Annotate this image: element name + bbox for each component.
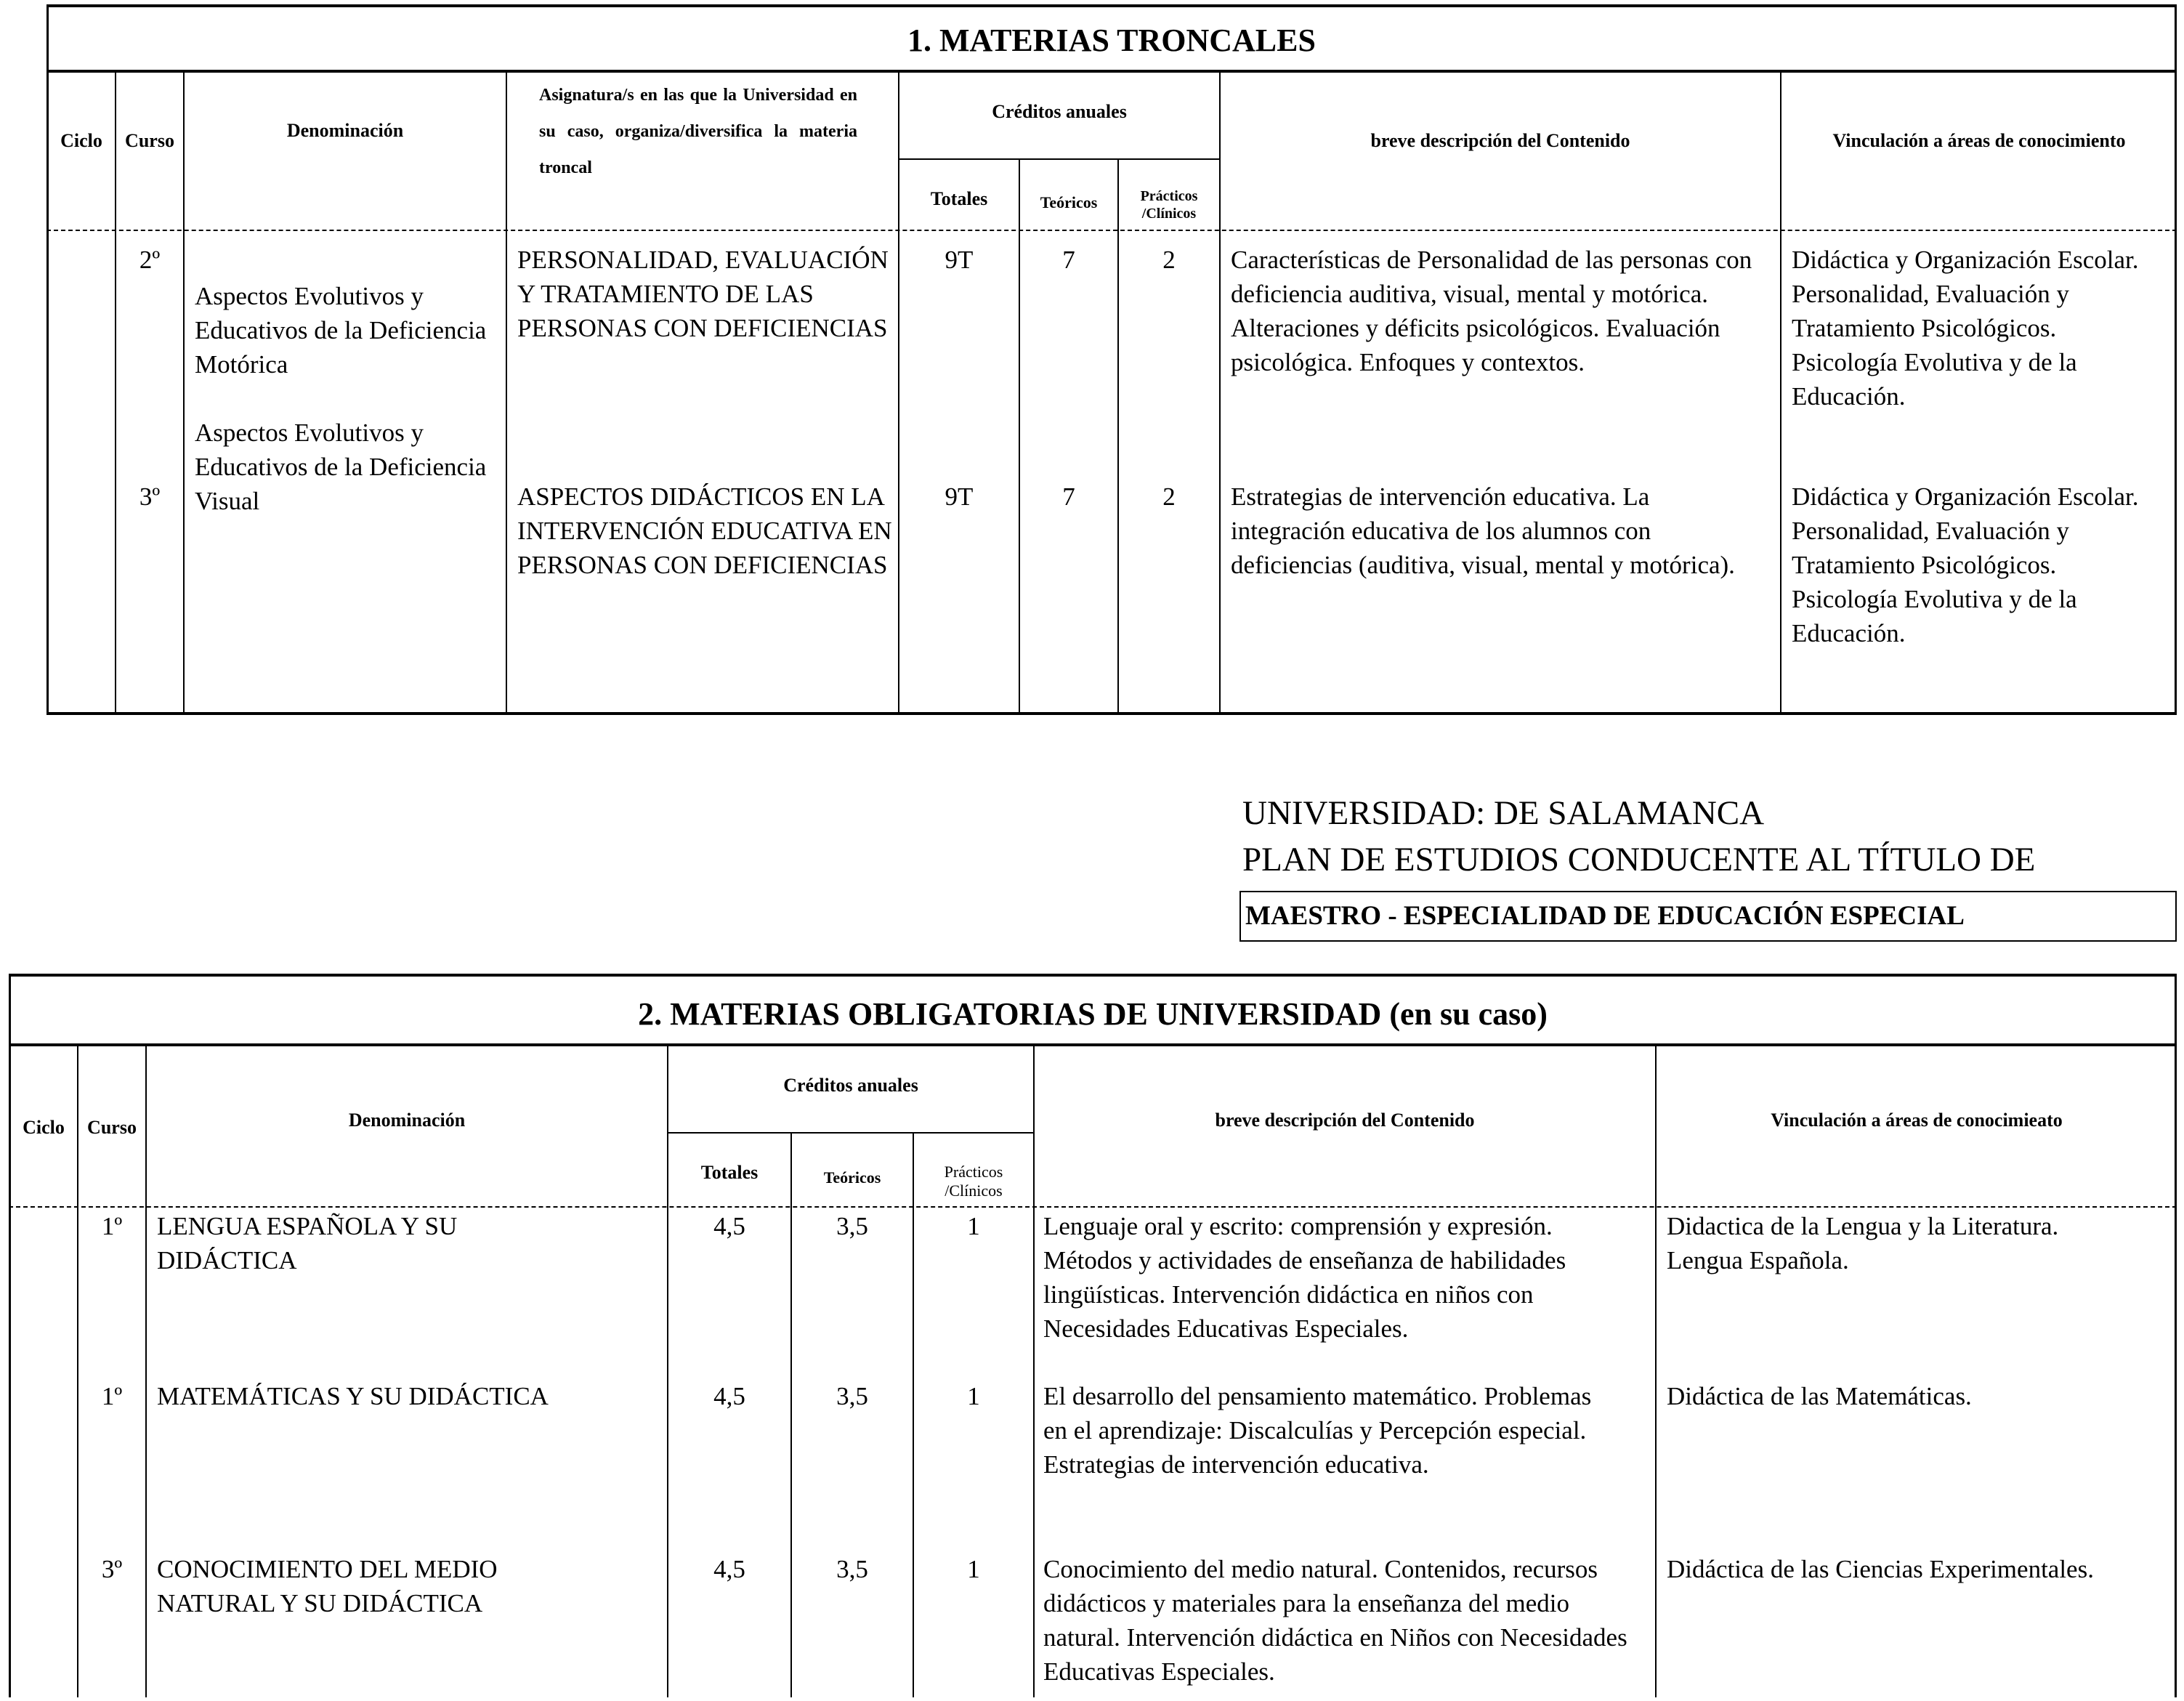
ob-row3-vinculacion: Didáctica de las Ciencias Experimentales.	[1667, 1555, 2094, 1583]
ob-col-line-cont	[1655, 1045, 1657, 1697]
ob-row2-denominacion: MATEMÁTICAS Y SU DIDÁCTICA	[157, 1382, 549, 1410]
ob-header-teoricos: Teóricos	[823, 1168, 881, 1187]
header-curso: Curso	[125, 130, 174, 151]
troncales-row1-totales: 9T	[945, 246, 974, 274]
obligatorias-title-rule	[9, 1043, 2177, 1046]
header-vinculacion: Vinculación a áreas de conocimiento	[1832, 130, 2126, 151]
header-denominacion: Denominación	[286, 120, 404, 141]
header-practicos: Prácticos /Clínicos	[1140, 188, 1198, 222]
ob-row1-teoricos: 3,5	[836, 1212, 868, 1240]
ob-header-curso: Curso	[87, 1117, 137, 1138]
col-line-cont	[1780, 71, 1781, 712]
ob-row2-teoricos: 3,5	[836, 1382, 868, 1410]
creditos-subrule	[898, 158, 1219, 160]
ob-row2-practicos: 1	[967, 1382, 980, 1410]
ob-header-ciclo: Ciclo	[23, 1117, 65, 1138]
troncales-row2-practicos: 2	[1162, 482, 1176, 511]
ob-row1-totales: 4,5	[713, 1212, 745, 1240]
plan-line: PLAN DE ESTUDIOS CONDUCENTE AL TÍTULO DE	[1242, 841, 2036, 878]
col-line-ciclo	[115, 71, 116, 712]
troncales-row1-teoricos: 7	[1062, 246, 1075, 274]
ob-creditos-subrule	[667, 1132, 1033, 1134]
ob-row1-vinculacion: Didactica de la Lengua y la Literatura. Lengua Española.	[1667, 1212, 2059, 1274]
troncales-row1-asignatura: PERSONALIDAD, EVALUACIÓN Y TRATAMIENTO DE LAS PERSONAS CON DEFICIENCIAS	[517, 246, 889, 342]
col-line-asig	[898, 71, 899, 712]
ob-row3-contenido: Conocimiento del medio natural. Contenidos, recursos didácticos y materiales para la enseñanza del medio natural. Intervención didáctica en Niños con Necesidades Educativas Especiales.	[1043, 1555, 1627, 1686]
obligatorias-top-border	[9, 974, 2177, 977]
ob-row2-curso: 1º	[101, 1382, 123, 1410]
ob-row3-totales: 4,5	[713, 1555, 745, 1583]
header-ciclo: Ciclo	[60, 130, 102, 151]
troncales-row1-contenido: Características de Personalidad de las personas con deficiencia auditiva, visual, mental y motórica. Alteraciones y déficits psicológicos. Evaluación psicológica. Enfoques y contextos.	[1231, 246, 1752, 376]
ob-col-line-curso	[145, 1045, 147, 1697]
troncales-denominacion: Aspectos Evolutivos y Educativos de la Deficiencia Motórica Aspectos Evolutivos y Educativos de la Deficiencia Visual	[195, 282, 487, 515]
ob-row1-denominacion: LENGUA ESPAÑOLA Y SU DIDÁCTICA	[157, 1212, 458, 1274]
ob-row1-contenido: Lenguaje oral y escrito: comprensión y expresión. Métodos y actividades de enseñanza de habilidades lingüísticas. Intervención didáctica en niños con Necesidades Educativas Especiales.	[1043, 1212, 1566, 1343]
ob-header-practicos: Prácticos /Clínicos	[944, 1163, 1003, 1200]
ob-row3-denominacion: CONOCIMIENTO DEL MEDIO NATURAL Y SU DIDÁCTICA	[157, 1555, 498, 1617]
troncales-header-rule	[46, 230, 2177, 231]
col-line-denom	[506, 71, 507, 712]
troncales-title: 1. MATERIAS TRONCALES	[907, 23, 1316, 58]
troncales-row2-vinculacion: Didáctica y Organización Escolar. Personalidad, Evaluación y Tratamiento Psicológicos. Psicología Evolutiva y de la Educación.	[1792, 482, 2139, 647]
degree-title-box: MAESTRO - ESPECIALIDAD DE EDUCACIÓN ESPECIAL	[1239, 891, 2177, 942]
ob-header-contenido: breve descripción del Contenido	[1215, 1110, 1475, 1131]
university-line: UNIVERSIDAD: DE SALAMANCA	[1242, 794, 1765, 832]
ob-row1-practicos: 1	[967, 1212, 980, 1240]
troncales-row2-curso: 3º	[139, 482, 161, 511]
troncales-row2-contenido: Estrategias de intervención educativa. La integración educativa de los alumnos con deficiencias (auditiva, visual, mental y motórica).	[1231, 482, 1735, 579]
ob-row3-teoricos: 3,5	[836, 1555, 868, 1583]
ob-header-creditos: Créditos anuales	[783, 1075, 918, 1096]
troncales-row2-asignatura: ASPECTOS DIDÁCTICOS EN LA INTERVENCIÓN EDUCATIVA EN PERSONAS CON DEFICIENCIAS	[517, 482, 892, 579]
col-line-tot	[1019, 158, 1020, 712]
ob-col-line-ciclo	[77, 1045, 78, 1697]
header-contenido: breve descripción del Contenido	[1370, 130, 1630, 151]
col-line-prac	[1219, 71, 1221, 712]
header-teoricos: Teóricos	[1040, 193, 1098, 211]
troncales-row1-curso: 2º	[139, 246, 161, 274]
troncales-title-rule	[46, 70, 2177, 73]
ob-header-totales: Totales	[700, 1162, 759, 1183]
ob-col-line-denom	[667, 1045, 668, 1697]
header-totales: Totales	[930, 188, 988, 209]
col-line-teo	[1117, 158, 1119, 712]
header-creditos: Créditos anuales	[992, 101, 1127, 122]
troncales-row2-totales: 9T	[945, 482, 974, 511]
header-asignatura: Asignatura/s en las que la Universidad en su caso, organiza/diversifica la materia troncal	[539, 86, 857, 177]
obligatorias-title: 2. MATERIAS OBLIGATORIAS DE UNIVERSIDAD (en su caso)	[638, 996, 1548, 1032]
ob-row3-curso: 3º	[101, 1555, 123, 1583]
ob-header-denominacion: Denominación	[348, 1110, 466, 1131]
ob-row2-contenido: El desarrollo del pensamiento matemático. Problemas en el aprendizaje: Discalculías y Percepción especial. Estrategias de intervención educativa.	[1043, 1382, 1592, 1479]
troncales-row1-practicos: 2	[1162, 246, 1176, 274]
ob-header-vinculacion: Vinculación a áreas de conocimieato	[1771, 1110, 2063, 1131]
troncales-row2-teoricos: 7	[1062, 482, 1075, 511]
troncales-row1-vinculacion: Didáctica y Organización Escolar. Personalidad, Evaluación y Tratamiento Psicológicos. Psicología Evolutiva y de la Educación.	[1792, 246, 2139, 411]
ob-row2-vinculacion: Didáctica de las Matemáticas.	[1667, 1382, 1972, 1410]
obligatorias-header-rule	[9, 1206, 2177, 1208]
col-line-curso	[183, 71, 185, 712]
ob-row1-curso: 1º	[101, 1212, 123, 1240]
troncales-top-border	[46, 4, 2177, 7]
ob-col-line-prac	[1033, 1045, 1035, 1697]
ob-row3-practicos: 1	[967, 1555, 980, 1583]
ob-row2-totales: 4,5	[713, 1382, 745, 1410]
troncales-bottom-border	[46, 712, 2177, 715]
